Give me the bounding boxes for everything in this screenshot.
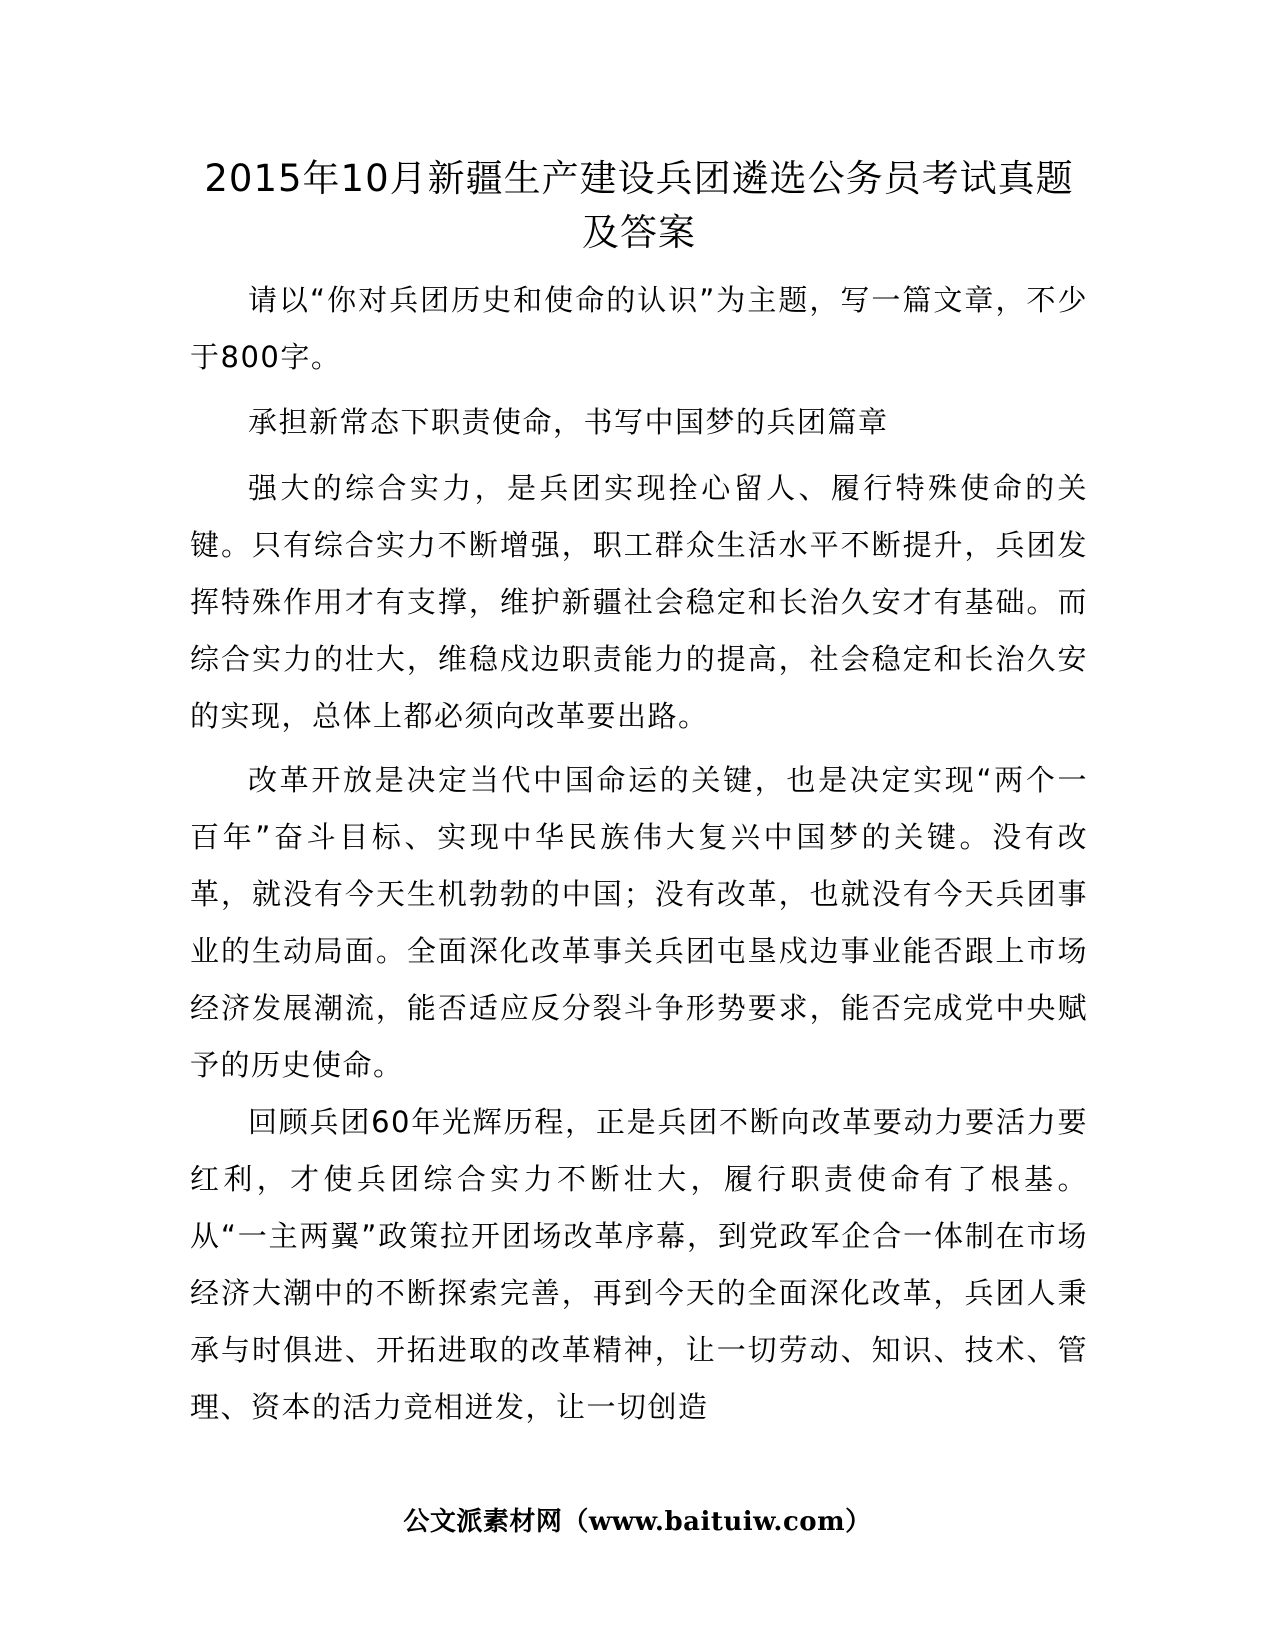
essay-heading: 承担新常态下职责使命，书写中国梦的兵团篇章 bbox=[248, 405, 889, 439]
prompt-paragraph: 请以“你对兵团历史和使命的认识”为主题，写一篇文章，不少于800字。 bbox=[190, 283, 1088, 374]
footer-watermark: 公文派素材网（www.baituiw.com） bbox=[403, 1507, 872, 1537]
document-title: 2015年10月新疆生产建设兵团遴选公务员考试真题及答案 bbox=[204, 157, 1074, 254]
body-paragraph-1: 强大的综合实力，是兵团实现拴心留人、履行特殊使命的关键。只有综合实力不断增强，职工群众生活水平不断提升，兵团发挥特殊作用才有支撑，维护新疆社会稳定和长治久安才有基础。而综合实力的壮大，维稳戍边职责能力的提高，社会稳定和长治久安的实现，总体上都必须向改革要出路。 bbox=[190, 471, 1088, 733]
body-paragraph-2: 改革开放是决定当代中国命运的关键，也是决定实现“两个一百年”奋斗目标、实现中华民族伟大复兴中国梦的关键。没有改革，就没有今天生机勃勃的中国；没有改革，也就没有今天兵团事业的生动局面。全面深化改革事关兵团屯垦戍边事业能否跟上市场经济发展潮流，能否适应反分裂斗争形势要求，能否完成党中央赋予的历史使命。 bbox=[190, 763, 1088, 1082]
body-paragraph-3: 回顾兵团60年光辉历程，正是兵团不断向改革要动力要活力要红利，才使兵团综合实力不断壮大，履行职责使命有了根基。从“一主两翼”政策拉开团场改革序幕，到党政军企合一体制在市场经济大潮中的不断探索完善，再到今天的全面深化改革，兵团人秉承与时俱进、开拓进取的改革精神，让一切劳动、知识、技术、管理、资本的活力竞相迸发，让一切创造 bbox=[190, 1105, 1088, 1424]
